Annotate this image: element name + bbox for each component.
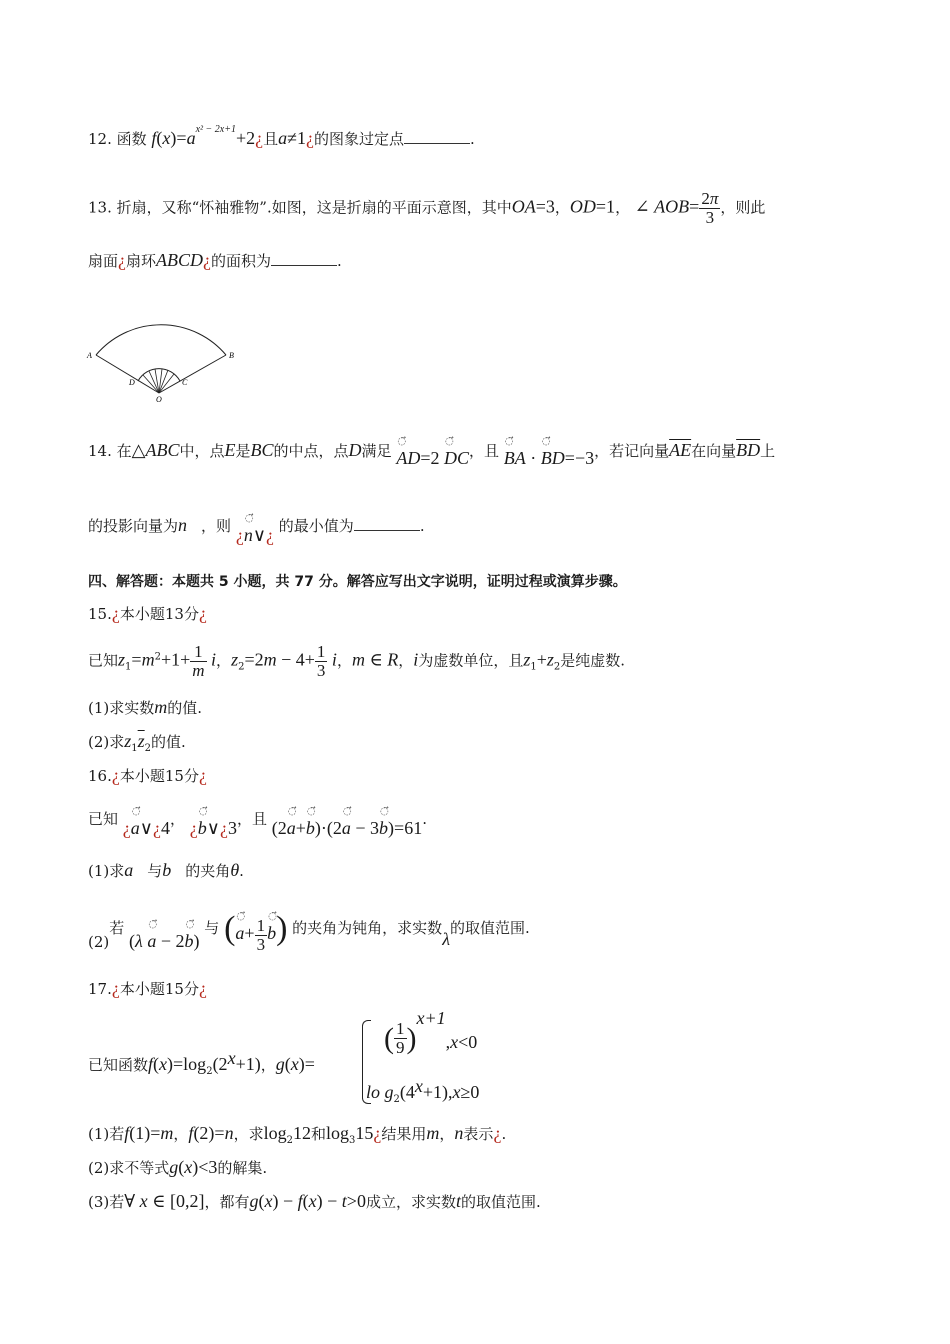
point-label-d: D — [129, 378, 135, 387]
fan-diagram — [86, 315, 246, 405]
q13-line2: 扇面¿扇环ABCD¿的面积为 . — [88, 250, 342, 270]
q13-line1: 13. 折扇，又称“怀袖雅物”.如图，这是折扇的平面示意图，其中OA=3，OD=1， ∠ AOB= $\frac{2\pi}{3}$ ，则此 — [88, 189, 766, 227]
point-label-o: O — [156, 395, 162, 404]
piecewise-case1: ( $\frac{1}{9}$ )$^{x+1}$,x<0 — [384, 1008, 478, 1057]
answer-blank-14 — [354, 518, 420, 531]
q16-given: 已知 ¿ ◌⃗ a∨¿4， ¿ ◌⃗ b∨¿3，且 (2 ◌⃗ a+ ◌⃗ b)·(2 ◌⃗ a − 3 ◌⃗ b)=61. — [88, 806, 427, 838]
q15-head: 15.¿本小题13分¿ — [88, 603, 207, 623]
q14-line2: 的投影向量为n⃗，则 ¿ ◌⃗ n∨¿ 的最小值为 . — [88, 513, 425, 545]
q15-given: 已知$z_1=m^2+1+$ $\frac{1}{m}$ i，$z_2=2m - 4+$ $\frac{1}{3}$ i，m ∈ R，i为虚数单位，且$z_1+z_2$是纯虚数. — [88, 642, 626, 680]
q17-part3: (3)若∀ x ∈ [0,2]，都有g(x) − f(x) − t>0成立，求实数t的取值范围. — [88, 1191, 541, 1211]
point-label-a: A — [87, 351, 92, 360]
q16-head: 16.¿本小题15分¿ — [88, 765, 207, 785]
section-heading: 四、解答题：本题共 5 小题，共 77 分。解答应写出文字说明，证明过程或演算步骤。 — [88, 574, 627, 590]
q16-part1: (1)求a⃗与b⃗的夹角θ. — [88, 860, 244, 880]
point-label-c: C — [182, 378, 188, 387]
q17-head: 17.¿本小题15分¿ — [88, 978, 207, 998]
q17-part2: (2)求不等式g(x)<3的解集. — [88, 1157, 268, 1177]
piecewise-case2: lo $g_2(4^x+1),x\ge 0$ — [366, 1076, 480, 1105]
q12-number: 12. 函数 — [88, 130, 147, 148]
answer-blank-12 — [404, 131, 470, 144]
q16-part2: (2)若 (λ ◌⃗ a − 2 ◌⃗ b) 与 ( ◌⃗ a+ $\frac{1}{3}$ ◌⃗ b) 的夹角为钝角，求实数λ的取值范围. — [88, 910, 530, 954]
answer-blank-13 — [271, 253, 337, 266]
q17-part1: (1)若f(1)=m，f(2)=n，求$\log_212$和$\log_315¿$结果用m，n表示¿. — [88, 1123, 507, 1146]
q17-given: 已知函数$f(x)=\log_2(2^x+1)$，g(x)= — [88, 1048, 315, 1077]
q12-line: 12. 函数 $f(x)=a^{x^2 - 2x+1}+2¿$且a≠1¿的图象过定点 . — [88, 124, 475, 148]
q14-line1: 14. 在△ABC中，点E是BC的中点，点D满足 ◌⃗ AD=2 ◌⃗ DC，且 ◌⃗ BA · ◌⃗ BD=−3，若记向量$\overline{AE}$在向量$\overline{BD}$上 — [88, 436, 776, 468]
q15-part1: (1)求实数m的值. — [88, 697, 203, 717]
q15-part2: (2)求$z_1\overline{z}_2$的值. — [88, 731, 186, 754]
point-label-b: B — [229, 351, 234, 360]
